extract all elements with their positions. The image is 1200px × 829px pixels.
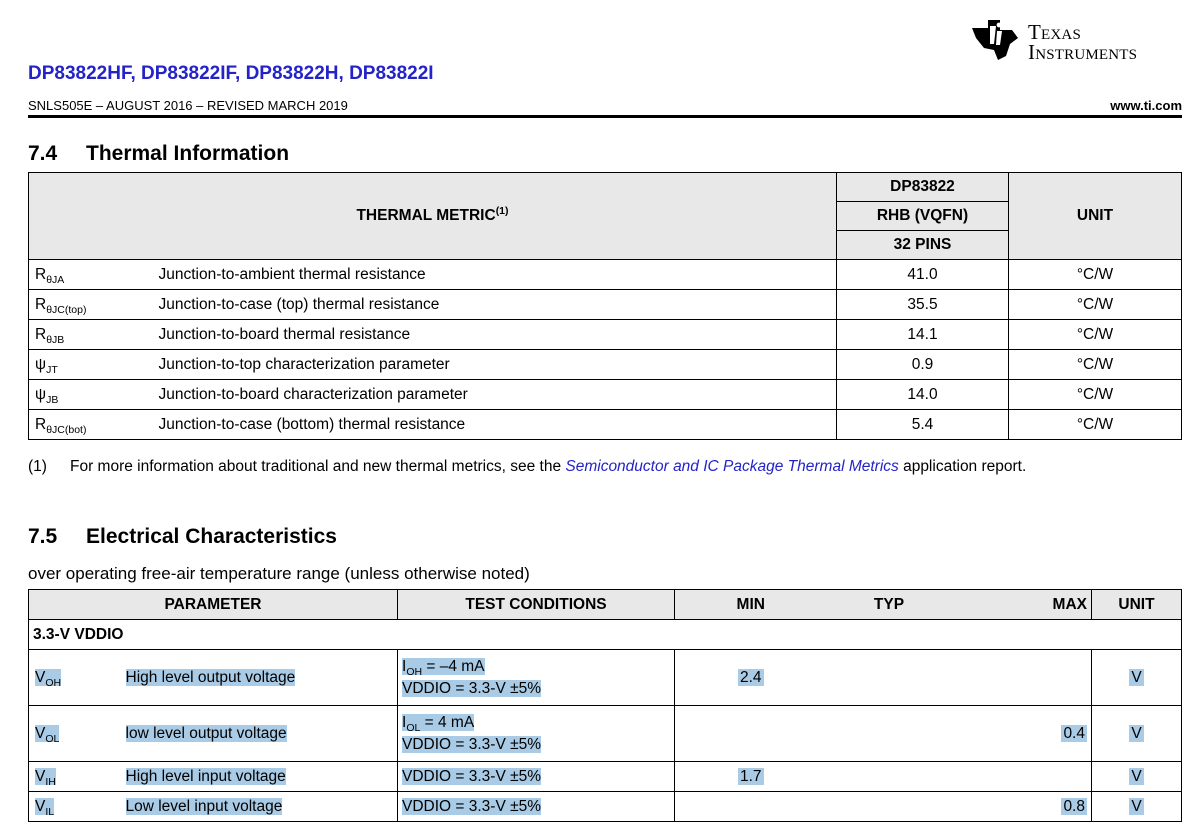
table-row (29, 290, 1182, 320)
table-row (29, 792, 1182, 822)
value-min (675, 792, 827, 822)
table-row (29, 350, 1182, 380)
value-max (952, 762, 1092, 792)
row-description: Junction-to-case (top) thermal resistance (159, 290, 837, 320)
table-row (29, 650, 1182, 706)
header-package: RHB (VQFN) (837, 202, 1009, 231)
row-unit: °C/W (1009, 290, 1182, 320)
row-value: 41.0 (837, 260, 1009, 290)
value-unit: V (1092, 792, 1182, 822)
table-row (29, 762, 1182, 792)
section-number: 7.4 (28, 142, 58, 165)
param-description: low level output voltage (126, 706, 398, 762)
param-description: High level input voltage (126, 762, 398, 792)
header-rule (28, 115, 1182, 118)
footnote-number: (1) (28, 458, 47, 475)
section-subtitle: over operating free-air temperature range (unless otherwise noted) (28, 564, 530, 583)
row-symbol: $\psi_{JB}$ (29, 380, 159, 410)
table-row (29, 410, 1182, 440)
footnote-link[interactable]: Semiconductor and IC Package Thermal Metrics (565, 458, 899, 475)
param-symbol: $V_{OL}$ (29, 706, 126, 762)
row-symbol: $R_{\theta JC(top)}$ (29, 290, 159, 320)
table-row (29, 706, 1182, 762)
row-unit: °C/W (1009, 380, 1182, 410)
value-unit: V (1092, 762, 1182, 792)
row-description: Junction-to-board characterization parameter (159, 380, 837, 410)
test-conditions: VDDIO = 3.3-V ±5% (398, 762, 675, 792)
footnote-text: For more information about traditional and new thermal metrics, see the Semiconductor and IC Package Thermal Metrics application report. (70, 458, 1027, 475)
section-title-electrical (28, 525, 337, 549)
param-description: High level output voltage (126, 650, 398, 706)
row-description: Junction-to-board thermal resistance (159, 320, 837, 350)
row-symbol: $\psi_{JT}$ (29, 350, 159, 380)
section-title-thermal (28, 142, 289, 166)
column-min: MIN (675, 590, 827, 620)
value-min: 1.7 (675, 762, 827, 792)
section-number: 7.5 (28, 525, 58, 548)
test-conditions: VDDIO = 3.3-V ±5% (398, 792, 675, 822)
row-unit: °C/W (1009, 410, 1182, 440)
test-conditions: $I_{OH} = -4$ mA VDDIO = 3.3-V ±5% (398, 650, 675, 706)
row-symbol: $R_{\theta JC(bot)}$ (29, 410, 159, 440)
row-value: 14.1 (837, 320, 1009, 350)
header-device: DP83822 (837, 173, 1009, 202)
document-id: SNLS505E – AUGUST 2016 – REVISED MARCH 2019 (28, 98, 348, 113)
column-unit: UNIT (1092, 590, 1182, 620)
value-max: 0.8 (952, 792, 1092, 822)
section-heading: Thermal Information (86, 142, 290, 165)
ti-logo-icon (966, 14, 1024, 62)
logo-wordmark (1028, 22, 1137, 62)
logo-line-2: Instruments (1028, 40, 1138, 64)
header-unit: UNIT (1009, 173, 1182, 260)
value-typ (827, 650, 952, 706)
row-description: Junction-to-ambient thermal resistance (159, 260, 837, 290)
value-typ (827, 706, 952, 762)
table-row (29, 380, 1182, 410)
column-max: MAX (952, 590, 1092, 620)
row-unit: °C/W (1009, 320, 1182, 350)
row-value: 35.5 (837, 290, 1009, 320)
param-symbol: $V_{IH}$ (29, 762, 126, 792)
row-unit: °C/W (1009, 350, 1182, 380)
table-row (29, 320, 1182, 350)
value-typ (827, 762, 952, 792)
value-min (675, 706, 827, 762)
column-typ: TYP (827, 590, 952, 620)
row-value: 5.4 (837, 410, 1009, 440)
column-parameter: PARAMETER (29, 590, 398, 620)
row-value: 14.0 (837, 380, 1009, 410)
group-header: 3.3-V VDDIO (29, 620, 1182, 650)
value-typ (827, 792, 952, 822)
thermal-table (28, 172, 1182, 440)
row-value: 0.9 (837, 350, 1009, 380)
section-heading: Electrical Characteristics (86, 525, 337, 548)
param-symbol: $V_{IL}$ (29, 792, 126, 822)
header-thermal-metric: THERMAL METRIC$^{(1)}$ (29, 173, 837, 260)
website-link[interactable]: www.ti.com (1110, 98, 1182, 113)
ti-logo (966, 14, 1182, 64)
row-symbol: $R_{\theta JB}$ (29, 320, 159, 350)
value-min: 2.4 (675, 650, 827, 706)
value-unit: V (1092, 650, 1182, 706)
header-pins: 32 PINS (837, 231, 1009, 260)
column-test-conditions: TEST CONDITIONS (398, 590, 675, 620)
value-unit: V (1092, 706, 1182, 762)
row-description: Junction-to-case (bottom) thermal resistance (159, 410, 837, 440)
table-row (29, 260, 1182, 290)
value-max: 0.4 (952, 706, 1092, 762)
document-title: DP83822HF, DP83822IF, DP83822H, DP83822I (28, 63, 434, 84)
electrical-table (28, 589, 1182, 822)
param-symbol: $V_{OH}$ (29, 650, 126, 706)
param-description: Low level input voltage (126, 792, 398, 822)
value-max (952, 650, 1092, 706)
logo-line-1: Texas (1028, 20, 1081, 44)
row-unit: °C/W (1009, 260, 1182, 290)
test-conditions: $I_{OL} = 4$ mA VDDIO = 3.3-V ±5% (398, 706, 675, 762)
row-description: Junction-to-top characterization parameter (159, 350, 837, 380)
row-symbol: $R_{\theta JA}$ (29, 260, 159, 290)
footnote (28, 458, 1168, 476)
